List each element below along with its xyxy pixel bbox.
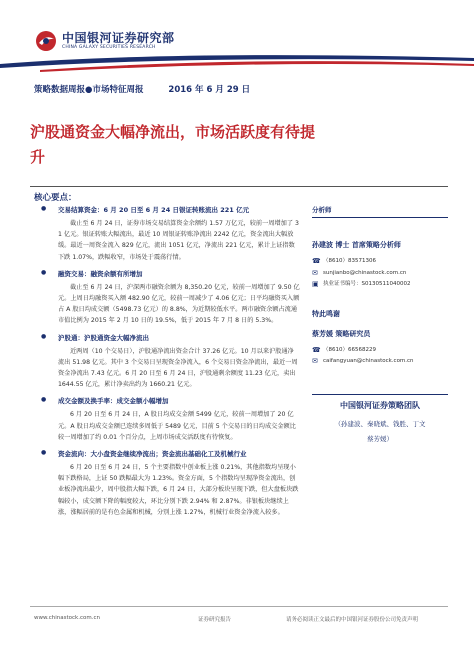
assistant-name: 蔡芳媛 策略研究员: [312, 329, 371, 338]
contact-license: [312, 279, 448, 291]
phone-icon: ☎: [312, 345, 321, 354]
thanks-label: 特此鸣谢: [312, 309, 340, 318]
team-members: [312, 417, 448, 447]
footer-disclaimer: 请务必阅读正文最后的中国银河证券股份公司免责声明: [286, 617, 419, 623]
key-point-paragraph: 6 月 20 日至 6 月 24 日，A 股日均成交金额 5499 亿元，较前一周增加了 20 亿元。A 股日均成交金额已连续多周低于 5489 亿元，目前 5 个交易日的日均成交金额比较一周增加了约 0.01 个百分点，上周市场成交活跃度有待恢复。: [58, 411, 296, 441]
key-point-paragraph: 6 月 20 日至 6 月 24 日，5 个主要指数中创业板上涨 0.21%，其他指数均呈现小幅下跌格局，上证 50 跌幅最大为 1.23%。资金方面，5 个指数均呈现净资金流出，创业板净流出最少，周中股指大幅下跌，6 月 24 日，大部分板块呈现下跌，但大盘板块跌幅较小，成交额下降的幅度较大，环比分别下跌 2.94% 和 2.87%。非银板块继续上涨，涨幅居前的是有色金属和机械，分别上涨 1.27%，机械行业资金净流入较多。: [58, 464, 299, 516]
team-members-line: （孙建波、秦晓斌、钱胜、丁文: [334, 419, 426, 428]
team-title: 中国银河证券策略团队: [340, 400, 420, 410]
bullet-marker: ●: [41, 205, 47, 212]
contact-text: sunjianbo@chinastock.com.cn: [323, 269, 407, 276]
summary-heading: 核心要点：: [34, 193, 77, 203]
analyst-contacts: [312, 256, 448, 291]
assistant-contacts: [312, 345, 448, 368]
divider: [30, 186, 448, 187]
key-point: [41, 332, 300, 391]
header-swoosh-decoration: [0, 48, 474, 78]
footer-divider: [30, 606, 448, 607]
key-point-heading: 资金流向：大小盘资金继续净流出；资金流出基础化工及机械行业: [58, 450, 247, 459]
contact-text: 执业证书编号：S0130511040002: [323, 281, 411, 287]
license-icon: ▣: [312, 280, 319, 289]
report-header: [0, 0, 474, 70]
key-point: [41, 205, 300, 263]
footer-center-label: 证券研究报告: [198, 617, 232, 623]
footer-url[interactable]: www.chinastock.com.cn: [34, 615, 100, 621]
bullet-marker: ●: [41, 268, 47, 276]
report-series: 策略数据周报: [34, 85, 86, 95]
key-point-paragraph: 截止至 6 月 24 日，证券市场交易结算资金余额约 1.57 万亿元，较前一周增加了 31 亿元。银证转账大幅流出，最近 10 周银证转账净流出 2242 亿元，资金流出大幅放缓。最近一周资金流入 829 亿元，流出 1051 亿元，净流出 221 亿元，累计上证指数下跌 1.07%，跌幅收窄，市场处于震荡行情。: [58, 220, 299, 261]
contact-text: caifangyuan@chinastock.com.cn: [323, 358, 414, 364]
key-point-heading: 交易结算资金：6 月 20 日至 6 月 24 日银证转账流出 221 亿元: [58, 206, 250, 214]
series-separator: ●: [85, 85, 93, 95]
report-title: 沪股通资金大幅净流出，市场活跃度有待提升: [30, 123, 316, 166]
contact-email[interactable]: [312, 356, 448, 368]
logo-chinese-name: 中国银河证券研究部: [62, 31, 175, 45]
key-point: [41, 396, 300, 443]
bullet-marker: ●: [41, 396, 47, 404]
key-point: [41, 449, 300, 518]
team-members-line: 蔡芳媛）: [367, 434, 393, 443]
bullet-marker: ●: [41, 449, 47, 457]
report-subtitle: 市场特征周报: [92, 85, 144, 95]
analyst-sidebar: [312, 205, 448, 447]
analyst-label: 分析师: [312, 206, 332, 214]
key-point: [41, 268, 300, 327]
report-series-line: [34, 83, 250, 95]
email-icon: ✉: [312, 268, 318, 277]
key-point-heading: 沪股通：沪股通资金大幅净流出: [58, 333, 149, 342]
analyst-name: 孙建波 博士 首席策略分析师: [312, 241, 401, 249]
contact-text: （8610）66568229: [323, 346, 376, 353]
divider: [312, 217, 448, 218]
key-point-heading: 成交金额及换手率：成交金额小幅增加: [58, 397, 169, 406]
contact-phone: [312, 345, 448, 357]
key-point-paragraph: 截止至 6 月 24 日，沪深两市融资余额为 8,350.20 亿元，较前一周增加了 9.50 亿元。上周日均融资买入额 482.90 亿元，较前一周减少了 4.06 亿元；日平均融资买入额占 A 股日均成交额（5498.73 亿元）的 8.8%，为近期较低水平。两市融资余额占流通市值比例为 2015 年 2 月 10 日的 19.5%，低于 2015 年 7 月 8 日的 5.3%。: [58, 283, 300, 325]
divider: [312, 394, 448, 395]
phone-icon: ☎: [312, 257, 321, 266]
contact-phone: [312, 256, 448, 268]
logo-english-name: CHINA GALAXY SECURITIES RESEARCH: [62, 45, 156, 50]
bullet-marker: ●: [41, 332, 47, 340]
contact-text: （8610）83571306: [323, 258, 376, 264]
key-point-heading: 融资交易：融资余额有所增加: [58, 269, 143, 278]
key-points-column: [41, 205, 300, 518]
key-point-paragraph: 近两周（10 个交易日），沪股通净流出资金合计 37.26 亿元。10 月以来沪股通净流出 51.98 亿元。其中 3 个交易日呈现资金净流入，6 个交易日资金净流出，最近一周资金净流出 7.43 亿元。6 月 20 日至 6 月 24 日，沪股通剩余额度 11.23 亿元，卖出 1644.55 亿元，累计净卖出约为 1660.21 亿元。: [58, 347, 298, 389]
email-icon: ✉: [312, 357, 318, 366]
report-date: 2016 年 6 月 29 日: [168, 85, 251, 95]
contact-email[interactable]: [312, 268, 448, 280]
